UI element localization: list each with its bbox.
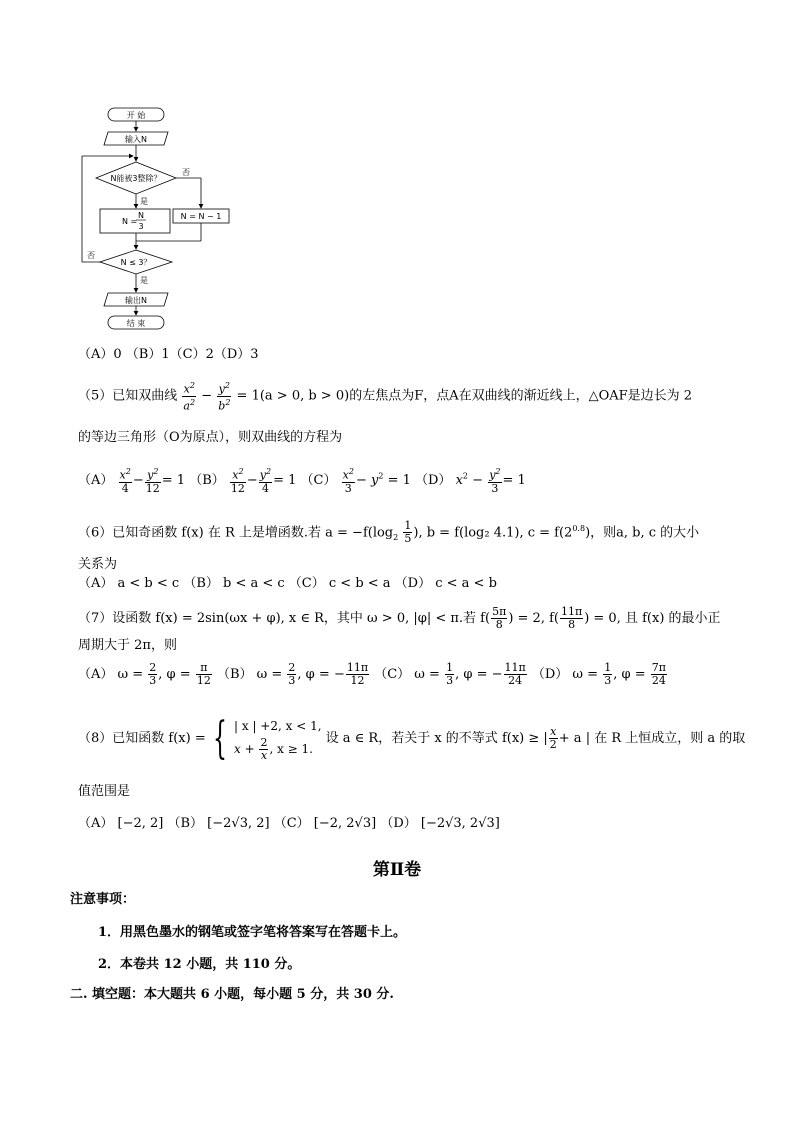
q5-option-b-frac2: $\frac{y^2}{4}$ bbox=[259, 467, 272, 495]
q5-frac-y2-b2: $\frac{y^2}{b^2}$ bbox=[218, 381, 231, 413]
q5-option-c-frac1: $\frac{x^2}{3}$ bbox=[342, 467, 354, 495]
q5-line1: （5）已知双曲线 $\frac{x^2}{a^2}$ − $\frac{y^2}{b^2}$ = 1(a > 0, b > 0)的左焦点为F，点A在双曲线的渐近线上，△OAF是边长为 2 bbox=[78, 381, 693, 413]
flowchart-yes-label-1: 是 bbox=[140, 197, 148, 206]
q5-option-d-frac2: $\frac{y^2}{3}$ bbox=[489, 467, 501, 495]
note-2: 2．本卷共 12 小题，共 110 分。 bbox=[98, 957, 301, 972]
q8-brace: { bbox=[212, 712, 227, 764]
section-title: 第Ⅱ卷 bbox=[372, 860, 422, 880]
flowchart-assign-divide-den: 3 bbox=[138, 222, 144, 231]
q5-line2: 的等边三角形（O为原点），则双曲线的方程为 bbox=[78, 430, 343, 445]
flowchart-start-text: 开 始 bbox=[126, 111, 146, 120]
flowchart-output-text: 输出N bbox=[125, 296, 147, 305]
q5-option-b-label: （B） bbox=[189, 472, 225, 488]
flowchart bbox=[70, 100, 250, 340]
q8-options: （A） [−2, 2] （B） [−2√3, 2] （C） [−2, 2√3] （D） [−2√3, 2√3] bbox=[78, 816, 500, 831]
q8-line1 bbox=[78, 712, 745, 766]
q7-frac-11pi-8: $\frac{11\pi}{8}$ bbox=[560, 605, 583, 631]
q8-line2: 值范围是 bbox=[78, 784, 131, 799]
flowchart-no-label-2: 否 bbox=[87, 251, 95, 260]
q8-tail: + a | 在 R 上恒成立，则 a 的取 bbox=[558, 731, 746, 746]
q7-c-omega: $\frac{1}{3}$ bbox=[446, 661, 454, 687]
flowchart-decision-divisible-text: N能被3整除？ bbox=[110, 174, 162, 183]
q6-line1-c: )，则a, b, c 的大小 bbox=[585, 525, 700, 541]
q5-mid: 的左焦点为F，点A在双曲线的渐近线上，△OAF是边长为 2 bbox=[349, 388, 693, 404]
q7-line1-b: ) = 2, f( bbox=[508, 611, 559, 626]
part2-heading: 二. 填空题：本大题共 6 小题，每小题 5 分，共 30 分. bbox=[70, 987, 394, 1002]
flowchart-assign-divide-num: N bbox=[138, 211, 144, 220]
q8-cases bbox=[234, 715, 322, 762]
flowchart-decision-le3-text: N ≤ 3？ bbox=[120, 258, 152, 267]
q5-option-c-label: （C） bbox=[300, 472, 337, 488]
q7-option-c: （C） ω = bbox=[374, 667, 440, 682]
q7-line2: 周期大于 2π，则 bbox=[78, 638, 177, 653]
q7-option-a: （A） ω = bbox=[78, 667, 144, 682]
flowchart-assign-divide-text: N = bbox=[122, 217, 138, 226]
note-1: 1．用黑色墨水的钢笔或签字笔将答案写在答题卡上。 bbox=[98, 925, 407, 940]
q7-d-omega: $\frac{1}{3}$ bbox=[604, 661, 612, 687]
q5-frac-x2-a2: $\frac{x^2}{a^2}$ bbox=[183, 381, 196, 413]
q7-options: （A） ω = $\frac{2}{3}$ , φ = $\frac{\pi}{12}$ （B） ω = $\frac{2}{3}$ , φ = − $\frac{11\pi}{12}$ （C） ω = $\frac{1}{3}$ , φ = − $\frac{11\pi}{24}$ （D） ω = $\frac{1}{3}$ , φ = $\frac{7\pi}{24}$ bbox=[78, 661, 666, 687]
q6-line1-b: ), b = f(log₂ 4.1), c = f(2 bbox=[413, 525, 573, 541]
q6-line1-a: （6）已知奇函数 f(x) 在 R 上是增函数.若 a = −f(log bbox=[78, 525, 394, 541]
q6-line2: 关系为 bbox=[78, 557, 118, 572]
q7-option-d: （D） ω = bbox=[531, 667, 599, 682]
q7-c-phi: $\frac{11\pi}{24}$ bbox=[504, 661, 526, 687]
q8-case1: | x | +2, x < 1, bbox=[234, 719, 322, 733]
flowchart-no-label-1: 否 bbox=[182, 168, 190, 177]
q7-a-omega: $\frac{2}{3}$ bbox=[149, 661, 157, 687]
q6-line1: （6）已知奇函数 f(x) 在 R 上是增函数.若 $a = -f(\log_2$ $\frac{1}{5}$ ), b = f(log₂ 4.1), $c = f(2^{0.8})$，则a, b, c 的大小 bbox=[78, 519, 700, 546]
notes-heading: 注意事项： bbox=[70, 892, 136, 907]
q5-option-a-frac1: $\frac{x^2}{4}$ bbox=[119, 467, 131, 495]
q7-b-omega: $\frac{2}{3}$ bbox=[288, 661, 296, 687]
flowchart-yes-label-2: 是 bbox=[140, 276, 148, 285]
q8-frac-x-2: $\frac{x}{2}$ bbox=[549, 725, 557, 751]
q7-line1 bbox=[78, 606, 721, 631]
q7-d-phi: $\frac{7\pi}{24}$ bbox=[651, 661, 666, 687]
q8-case2: x + $\frac{2}{x}$ , x ≥ 1. bbox=[234, 736, 313, 762]
q5-option-a-frac2: $\frac{y^2}{12}$ bbox=[145, 467, 160, 495]
q6-options: （A） a < b < c （B） b < a < c （C） c < b < a （D） c < a < b bbox=[78, 576, 497, 591]
q8-mid: 设 a ∈ R，若关于 x 的不等式 f(x) ≥ | bbox=[325, 731, 548, 746]
flowchart-assign-minus-text: N = N − 1 bbox=[180, 212, 222, 221]
flowchart-end-text: 结 束 bbox=[126, 319, 146, 328]
q5-option-b-frac1: $\frac{x^2}{12}$ bbox=[230, 467, 245, 495]
q5-condition: = 1(a > 0, b > 0) bbox=[236, 388, 350, 404]
q4-options: （A）0 （B）1（C）2（D）3 bbox=[78, 347, 259, 362]
q5-options: （A） $\frac{x^2}{4}$ − $\frac{y^2}{12}$ = 1 （B） $\frac{x^2}{12}$ − $\frac{y^2}{4}$ = 1 （C） $\frac{x^2}{3}$ − $y^2 = 1$ （D） $x^2$ − $\frac{y^2}{3}$ = 1 bbox=[78, 467, 526, 495]
q6-frac-1-5: $\frac{1}{5}$ bbox=[404, 519, 412, 546]
q7-option-b: （B） ω = bbox=[216, 667, 283, 682]
q5-option-a-label: （A） bbox=[78, 472, 114, 488]
q7-line1-a: （7）设函数 f(x) = 2sin(ωx + φ), x ∈ R，其中 ω > 0, |φ| < π.若 f( bbox=[78, 611, 491, 626]
q7-line1-c: ) = 0, 且 f(x) 的最小正 bbox=[584, 611, 721, 626]
q7-a-phi: $\frac{\pi}{12}$ bbox=[196, 661, 211, 687]
flowchart-input-text: 输入N bbox=[125, 135, 147, 144]
q8-prefix: （8）已知函数 f(x) = bbox=[78, 731, 206, 746]
q5-prefix: （5）已知双曲线 bbox=[78, 388, 178, 404]
q7-b-phi: $\frac{11\pi}{12}$ bbox=[346, 661, 369, 687]
q7-frac-5pi-8: $\frac{5\pi}{8}$ bbox=[492, 605, 507, 631]
q5-option-d-label: （D） bbox=[415, 472, 452, 488]
